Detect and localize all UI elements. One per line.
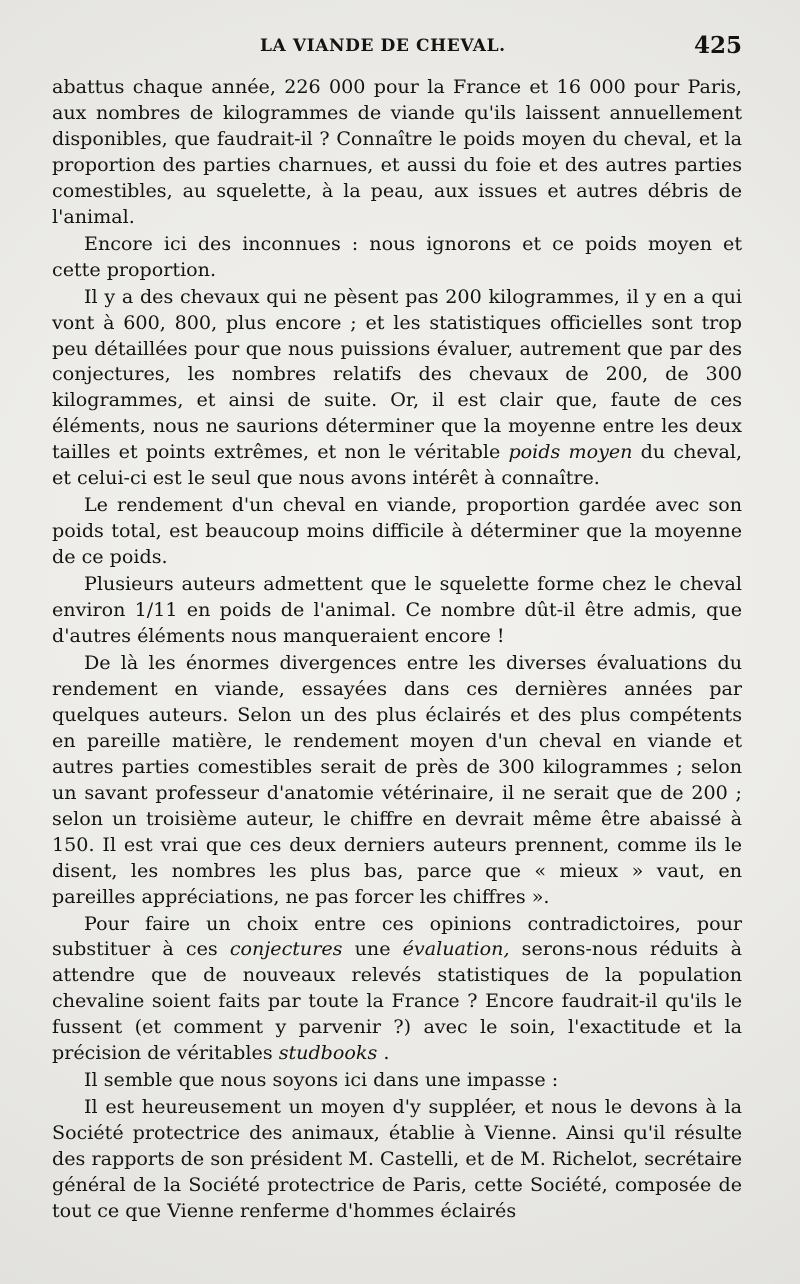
italic-studbooks: studbooks	[278, 1041, 378, 1065]
running-header	[52, 32, 742, 68]
paragraph-3-part-1: Il y a des chevaux qui ne pèsent pas 200 kilogrammes, il y en a qui vont à 600, 800, plus encore ; et les statistiques officielles sont trop peu détaillées pour que nous puissions évaluer, autrement que par des conjectures, les nombres relatifs des chevaux de 200, de 300 kilogrammes, et ainsi de suite. Or, il est clair que, faute de ces éléments, nous ne saurions déterminer que la moyenne entre les deux tailles et points extrêmes, et non le véritable	[52, 284, 742, 464]
paragraph-1: abattus chaque année, 226 000 pour la France et 16 000 pour Paris, aux nombres de kilogrammes de viande qu'ils laissent annuellement disponibles, que faudrait-il ? Connaître le poids moyen du cheval, et la proportion des parties charnues, et aussi du foie et des autres parties comestibles, au squelette, à la peau, aux issues et autres débris de l'animal.	[52, 75, 742, 228]
italic-poids-moyen: poids moyen	[508, 440, 633, 464]
paragraph-8: Il semble que nous soyons ici dans une impasse :	[84, 1068, 559, 1092]
paragraph-9: Il est heureusement un moyen d'y suppléer, et nous le devons à la Société protectrice des animaux, établie à Vienne. Ainsi qu'il résulte des rapports de son président M. Castelli, et de M. Richelot, secrétaire général de la Société protectrice de Paris, cette Société, composée de tout ce que Vienne renferme d'hommes éclairés	[52, 1095, 742, 1222]
paragraph-7-part-2: une	[342, 937, 403, 961]
paragraph-4: Le rendement d'un cheval en viande, proportion gardée avec son poids total, est beaucoup moins difficile à déterminer que la moyenne de ce poids.	[52, 493, 742, 569]
running-title: LA VIANDE DE CHEVAL.	[260, 36, 506, 56]
italic-evaluation: évaluation,	[402, 937, 510, 961]
italic-conjectures: conjectures	[229, 937, 343, 961]
paragraph-3	[52, 284, 742, 492]
paragraph-7-part-3: serons-nous réduits à attendre que de nouveaux relevés statistiques de la population chevaline soient faits par toute la France ? Encore faudrait-il qu'ils le fussent (et comment y parvenir ?) avec le soin, l'exactitude et la précision de véritables	[52, 937, 742, 1065]
paragraph-5: Plusieurs auteurs admettent que le squelette forme chez le cheval environ 1/11 en poids de l'animal. Ce nombre dût-il être admis, que d'autres éléments nous manqueraient encore !	[52, 572, 742, 648]
page-number: 425	[693, 32, 742, 59]
paragraph-2: Encore ici des inconnues : nous ignorons et ce poids moyen et cette proportion.	[52, 231, 742, 281]
body-text	[52, 74, 742, 1224]
paragraph-3-part-2: du cheval, et celui-ci est le seul que nous avons intérêt à connaître.	[52, 440, 743, 490]
paragraph-6: De là les énormes divergences entre les diverses évaluations du rendement en viande, essayées dans ces dernières années par quelques auteurs. Selon un des plus éclairés et des plus compétents en pareille matière, le rendement moyen d'un cheval en viande et autres parties comestibles serait de près de 300 kilogrammes ; selon un savant professeur d'anatomie vétérinaire, il ne serait que de 200 ; selon un troisième auteur, le chiffre en devrait même être abaissé à 150. Il est vrai que ces deux derniers auteurs prennent, comme ils le disent, les nombres les plus bas, parce que « mieux » vaut, en pareilles appréciations, ne pas forcer les chiffres ».	[52, 650, 742, 908]
paragraph-7-part-1: Pour faire un choix entre ces opinions contradictoires, pour substituer à ces	[52, 911, 742, 961]
paragraph-7	[52, 911, 742, 1067]
paragraph-7-part-4: .	[377, 1041, 390, 1065]
